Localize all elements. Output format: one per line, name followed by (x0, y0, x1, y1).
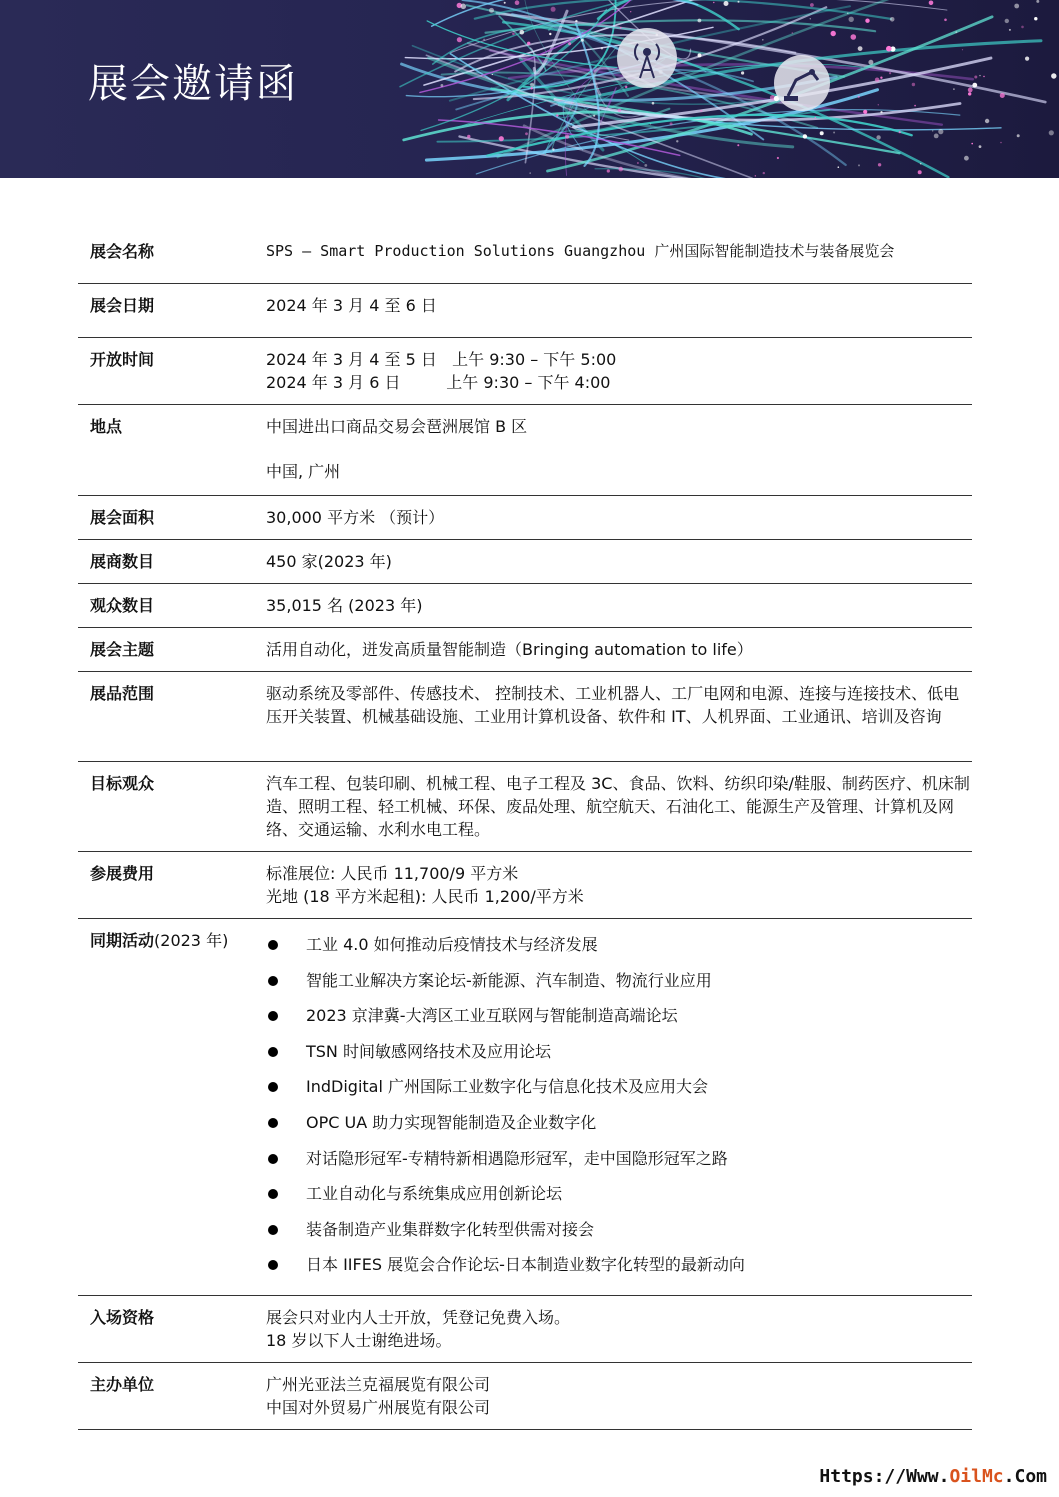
bullet-icon (268, 1011, 278, 1021)
sparkle-dot (880, 77, 882, 79)
sparkle-dot (652, 102, 655, 105)
sparkle-dot (607, 169, 610, 172)
row-admission (78, 1296, 972, 1363)
row-opening-hours (78, 338, 972, 405)
sparkle-dot (777, 157, 779, 159)
sparkle-dot (1049, 130, 1054, 135)
sparkle-dot (878, 104, 879, 105)
label-admission: 入场资格 (78, 1296, 266, 1363)
sparkle-dot (531, 87, 533, 89)
label-fees: 参展费用 (78, 852, 266, 919)
row-exhibition-date (78, 284, 972, 338)
sparkle-dot (529, 172, 531, 174)
event-item (266, 1040, 972, 1076)
row-exhibitors (78, 540, 972, 584)
value-target-audience: 汽车工程、包装印刷、机械工程、电子工程及 3C、食品、饮料、纺织印染/鞋服、制药医疗、机床制造、照明工程、轻工机械、环保、废品处理、航空航天、石油化工、能源生产及管理、计算机及网络、交通运输、水利水电工程。 (266, 762, 972, 852)
concurrent-events-list (266, 933, 972, 1289)
value-opening-hours (266, 338, 972, 405)
event-item-text: 工业 4.0 如何推动后疫情技术与经济发展 (306, 935, 598, 954)
sparkle-dot (929, 1, 934, 6)
event-item (266, 969, 972, 1005)
sparkle-dot (630, 11, 631, 12)
page-title: 展会邀请函 (88, 61, 298, 107)
sparkle-dot (598, 109, 600, 111)
bullet-icon (268, 1189, 278, 1199)
event-item-text: 2023 京津冀-大湾区工业互联网与智能制造高端论坛 (306, 1006, 678, 1026)
sparkle-dot (741, 71, 744, 74)
sparkle-dot (551, 7, 556, 12)
sparkle-dot (1025, 57, 1029, 61)
header-banner (0, 0, 1059, 178)
value-theme: 活用自动化，迸发高质量智能制造（Bringing automation to life） (266, 628, 972, 672)
sparkle-dot (457, 37, 462, 42)
sparkle-dot (815, 117, 817, 119)
sparkle-dot (851, 34, 857, 40)
sparkle-dot (875, 78, 879, 82)
row-visitors (78, 584, 972, 628)
sparkle-dot (441, 84, 444, 87)
label-concurrent-events (78, 919, 266, 1296)
event-item-text: 装备制造产业集群数字化转型供需对接会 (306, 1219, 595, 1239)
sparkle-dot (953, 88, 955, 90)
sparkle-dot (575, 20, 577, 22)
bullet-icon (268, 976, 278, 986)
sparkle-dot (552, 148, 554, 150)
sparkle-dot (858, 46, 863, 51)
value-exhibition-name: SPS – Smart Production Solutions Guangzhou 广州国际智能制造技术与装备展览会 (266, 230, 972, 284)
event-item-text: 对话隐形冠军-专精特新相遇隐形冠军，走中国隐形冠军之路 (306, 1148, 728, 1168)
sparkle-dot (581, 39, 584, 42)
sparkle-dot (1014, 4, 1019, 9)
sparkle-dot (676, 140, 678, 142)
row-concurrent-events (78, 919, 972, 1296)
sparkle-dot (838, 166, 840, 168)
sparkle-dot (698, 19, 702, 23)
sparkle-dot (644, 164, 647, 167)
label-organizer: 主办单位 (78, 1363, 266, 1430)
sparkle-dot (637, 162, 639, 164)
row-target-audience (78, 762, 972, 852)
venue-line-2: 中国, 广州 (266, 462, 341, 481)
sparkle-dot (920, 163, 922, 165)
label-area: 展会面积 (78, 496, 266, 540)
row-fees (78, 852, 972, 919)
sparkle-dot (763, 172, 765, 174)
concurrent-events-label: 同期活动 (90, 931, 155, 950)
fees-line-1: 标准展位: 人民币 11,700/9 平方米 (266, 864, 519, 883)
event-item-text: 工业自动化与系统集成应用创新论坛 (306, 1184, 563, 1204)
value-concurrent-events (266, 919, 972, 1296)
sparkle-dot (979, 145, 982, 148)
sparkle-dot (520, 30, 525, 35)
fees-line-2: 光地 (18 平方米起租): 人民币 1,200/平方米 (266, 887, 584, 906)
event-item (266, 933, 972, 969)
sparkle-dot (737, 144, 739, 146)
event-item-text: 智能工业解决方案论坛-新能源、汽车制造、物流行业应用 (306, 970, 712, 990)
row-area (78, 496, 972, 540)
sparkle-dot (833, 132, 835, 134)
watermark-url[interactable] (819, 1466, 1047, 1487)
bullet-icon (268, 1082, 278, 1092)
bullet-icon (268, 1154, 278, 1164)
sparkle-dot (863, 110, 867, 114)
sparkle-dot (601, 47, 603, 49)
value-organizer (266, 1363, 972, 1430)
sparkle-dot (713, 2, 714, 3)
value-exhibition-date: 2024 年 3 月 4 至 6 日 (266, 284, 972, 338)
sparkle-dot (964, 156, 969, 161)
sparkle-dot (847, 13, 848, 14)
sparkle-dot (886, 46, 892, 52)
sparkle-dot (530, 83, 534, 87)
sparkle-dot (568, 42, 571, 45)
sparkle-dot (810, 18, 811, 19)
label-target-audience: 目标观众 (78, 762, 266, 852)
sparkle-dot (810, 3, 814, 7)
sparkle-dot (971, 143, 973, 145)
sparkle-dot (461, 4, 467, 10)
event-item-text: TSN 时间敏感网络技术及应用论坛 (306, 1041, 551, 1061)
event-item (266, 1004, 972, 1040)
event-item (266, 1218, 972, 1254)
sparkle-dot (938, 129, 943, 134)
sparkle-dot (549, 33, 551, 35)
sparkle-dot (932, 130, 933, 131)
sparkle-dot (489, 8, 494, 13)
watermark-url-prefix: Https://Www. (819, 1466, 950, 1487)
sparkle-dot (492, 74, 493, 75)
sparkle-dot (912, 83, 915, 86)
value-visitors: 35,015 名 (2023 年) (266, 584, 972, 628)
sparkle-dot (878, 163, 881, 166)
admission-line-1: 展会只对业内人士开放，凭登记免费入场。 (266, 1308, 571, 1327)
sparkle-dot (738, 1, 740, 3)
sparkle-dot (962, 49, 963, 50)
sparkle-dot (889, 72, 891, 74)
sparkle-dot (865, 19, 869, 23)
sparkle-dot (499, 136, 504, 141)
antenna-icon (617, 28, 677, 88)
row-theme (78, 628, 972, 672)
sparkle-dot (504, 2, 506, 4)
event-item (266, 1182, 972, 1218)
sparkle-dot (512, 33, 515, 36)
sparkle-dot (858, 96, 860, 98)
sparkle-dot (525, 132, 528, 135)
value-fees (266, 852, 972, 919)
sparkle-dot (972, 83, 977, 88)
sparkle-dot (985, 119, 989, 123)
bullet-icon (268, 1225, 278, 1235)
sparkle-dot (650, 123, 651, 124)
value-product-scope: 驱动系统及零部件、传感技术、 控制技术、工业机器人、工厂电网和电源、连接与连接技术、低电压开关装置、机械基础设施、工业用计算机设备、软件和 IT、人机界面、工业通讯、培训及咨询 (266, 672, 972, 762)
sparkle-dot (625, 86, 627, 88)
label-exhibition-date: 展会日期 (78, 284, 266, 338)
opening-hours-line-1: 2024 年 3 月 4 至 5 日 上午 9:30 – 下午 5:00 (266, 350, 617, 369)
sparkle-dot (979, 75, 980, 76)
concurrent-events-year: (2023 年) (154, 931, 229, 950)
sparkle-dot (955, 31, 957, 33)
sparkle-dot (619, 167, 624, 172)
robot-arm-icon (774, 55, 830, 111)
sparkle-dot (1034, 17, 1037, 20)
organizer-line-1: 广州光亚法兰克福展览有限公司 (266, 1375, 491, 1394)
sparkle-dot (934, 134, 939, 139)
sparkle-dot (724, 1, 729, 6)
watermark-url-highlight: OilMc (949, 1466, 1004, 1487)
sparkle-dot (968, 88, 973, 93)
sparkle-dot (1036, 0, 1039, 3)
bullet-icon (268, 1260, 278, 1270)
sparkle-dot (831, 31, 836, 36)
sparkle-dot (565, 135, 569, 139)
row-product-scope (78, 672, 972, 762)
event-item (266, 1075, 972, 1111)
sparkle-dot (983, 76, 984, 77)
sparkle-dot (593, 115, 595, 117)
sparkle-dot (1017, 134, 1020, 137)
event-item (266, 1253, 972, 1289)
sparkle-dot (483, 39, 485, 41)
row-organizer (78, 1363, 972, 1430)
bullet-icon (268, 940, 278, 950)
value-area: 30,000 平方米 （预计） (266, 496, 972, 540)
event-item-text: OPC UA 助力实现智能制造及企业数字化 (306, 1112, 597, 1132)
sparkle-dot (755, 175, 756, 176)
sparkle-dot (467, 135, 470, 138)
sparkle-dot (527, 42, 530, 45)
sparkle-dot (1000, 142, 1002, 144)
row-venue (78, 405, 972, 496)
organizer-line-2: 中国对外贸易广州展览有限公司 (266, 1398, 491, 1417)
sparkle-dot (803, 134, 807, 138)
sparkle-dot (858, 164, 860, 166)
sparkle-dot (876, 135, 880, 139)
event-item-text: IndDigital 广州国际工业数字化与信息化技术及应用大会 (306, 1077, 708, 1097)
label-exhibitors: 展商数目 (78, 540, 266, 584)
sparkle-dot (968, 92, 971, 95)
bullet-icon (268, 1118, 278, 1128)
sparkle-dot (1021, 26, 1024, 29)
label-visitors: 观众数目 (78, 584, 266, 628)
label-venue: 地点 (78, 405, 266, 496)
value-exhibitors: 450 家(2023 年) (266, 540, 972, 584)
event-item (266, 1111, 972, 1147)
opening-hours-line-2: 2024 年 3 月 6 日 上午 9:30 – 下午 4:00 (266, 373, 611, 392)
bullet-icon (268, 1047, 278, 1057)
sparkle-dot (944, 19, 947, 22)
sparkle-dot (890, 17, 895, 22)
value-venue (266, 405, 972, 496)
sparkle-dot (1000, 93, 1005, 98)
row-exhibition-name (78, 230, 972, 284)
sparkle-dot (556, 114, 558, 116)
sparkle-dot (918, 170, 922, 174)
sparkle-dot (792, 32, 793, 33)
label-opening-hours: 开放时间 (78, 338, 266, 405)
exhibition-info-table (78, 230, 972, 1430)
sparkle-dot (914, 105, 916, 107)
sparkle-dot (849, 17, 854, 22)
value-admission (266, 1296, 972, 1363)
sparkle-dot (880, 111, 882, 113)
event-item (266, 1147, 972, 1183)
sparkle-dot (1005, 19, 1009, 23)
sparkle-dot (899, 131, 901, 133)
sparkle-dot (620, 27, 622, 29)
sparkle-dot (670, 122, 673, 125)
sparkle-dot (1051, 73, 1056, 78)
sparkle-dot (868, 60, 873, 65)
label-exhibition-name: 展会名称 (78, 230, 266, 284)
sparkle-dot (700, 110, 702, 112)
sparkle-dot (762, 39, 764, 41)
event-item-text: 日本 IIFES 展览会合作论坛-日本制造业数字化转型的最新动向 (306, 1255, 745, 1275)
sparkle-dot (698, 53, 702, 57)
label-product-scope: 展品范围 (78, 672, 266, 762)
sparkle-dot (1009, 29, 1011, 31)
sparkle-dot (618, 109, 622, 113)
label-theme: 展会主题 (78, 628, 266, 672)
sparkle-dot (515, 0, 520, 5)
sparkle-dot (820, 131, 824, 135)
sparkle-dot (974, 76, 977, 79)
watermark-url-suffix: .Com (1003, 1466, 1047, 1487)
admission-line-2: 18 岁以下人士谢绝进场。 (266, 1331, 452, 1350)
venue-line-1: 中国进出口商品交易会琶洲展馆 B 区 (266, 417, 528, 436)
